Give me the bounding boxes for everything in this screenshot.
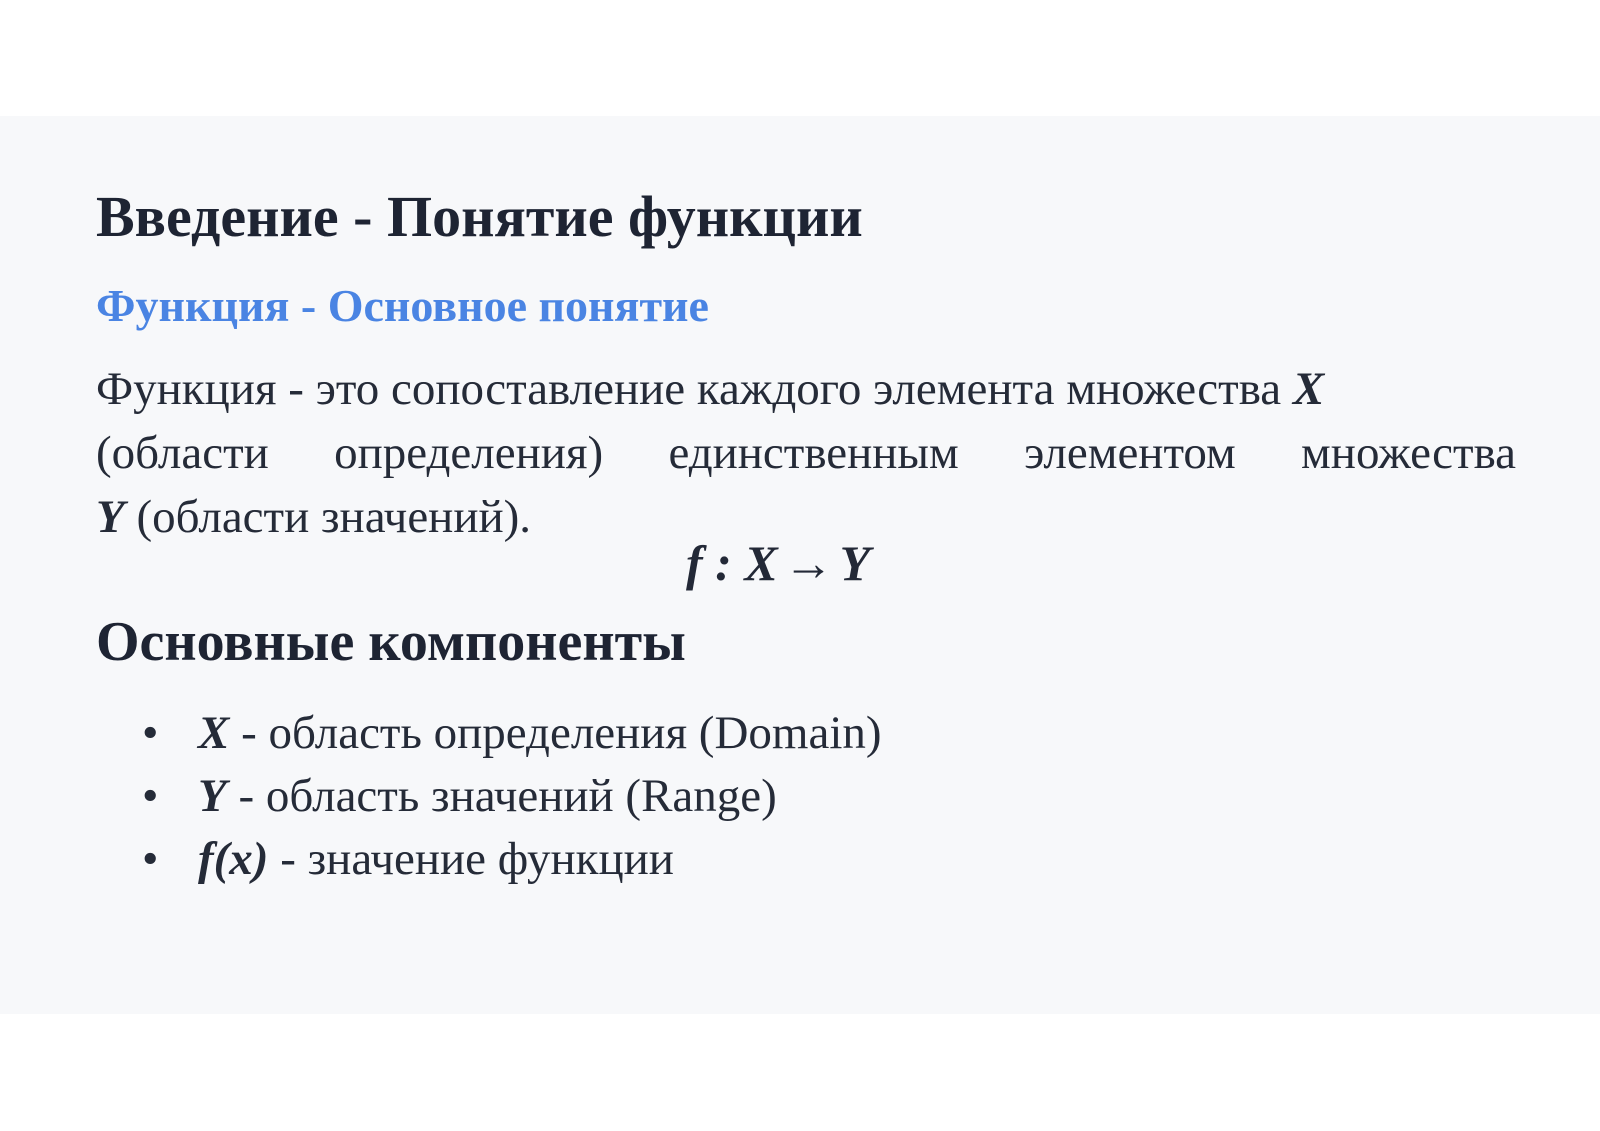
function-mapping-formula [686,535,871,591]
function-symbol: f [686,535,703,591]
formula-range-symbol: Y [839,535,871,591]
domain-symbol-inline: X [1292,363,1325,415]
range-description: - область значений (Range) [226,770,777,822]
definition-line-2: (области определения) единственным элементом множества [96,427,1516,479]
range-symbol-inline: Y [96,491,125,543]
range-symbol: Y [198,770,227,822]
function-definition [96,357,1516,549]
concept-subtitle: Функция - Основное понятие [96,280,709,331]
formula-domain-symbol: X [744,535,778,591]
component-item-domain [96,702,882,765]
bullet-icon: • [142,770,159,822]
bullet-icon: • [142,833,159,885]
function-value-symbol: f(x) [198,833,269,885]
component-item-function-value [96,828,882,891]
definition-line-1 [96,357,1516,421]
definition-text-line-1: Функция - это сопоставление каждого элемента множества [96,363,1293,415]
bullet-icon: • [142,707,159,759]
function-value-description: - значение функции [268,833,674,885]
components-list [96,702,882,891]
formula-colon: : [702,535,745,591]
slide-title: Введение - Понятие функции [96,184,863,249]
presentation-slide [0,116,1600,1014]
components-heading: Основные компоненты [96,611,686,673]
domain-description: - область определения (Domain) [229,707,882,759]
right-arrow-icon: → [783,535,834,591]
domain-symbol: X [198,707,230,759]
component-item-range [96,765,882,828]
definition-text-line-3: (области значений). [124,491,532,543]
